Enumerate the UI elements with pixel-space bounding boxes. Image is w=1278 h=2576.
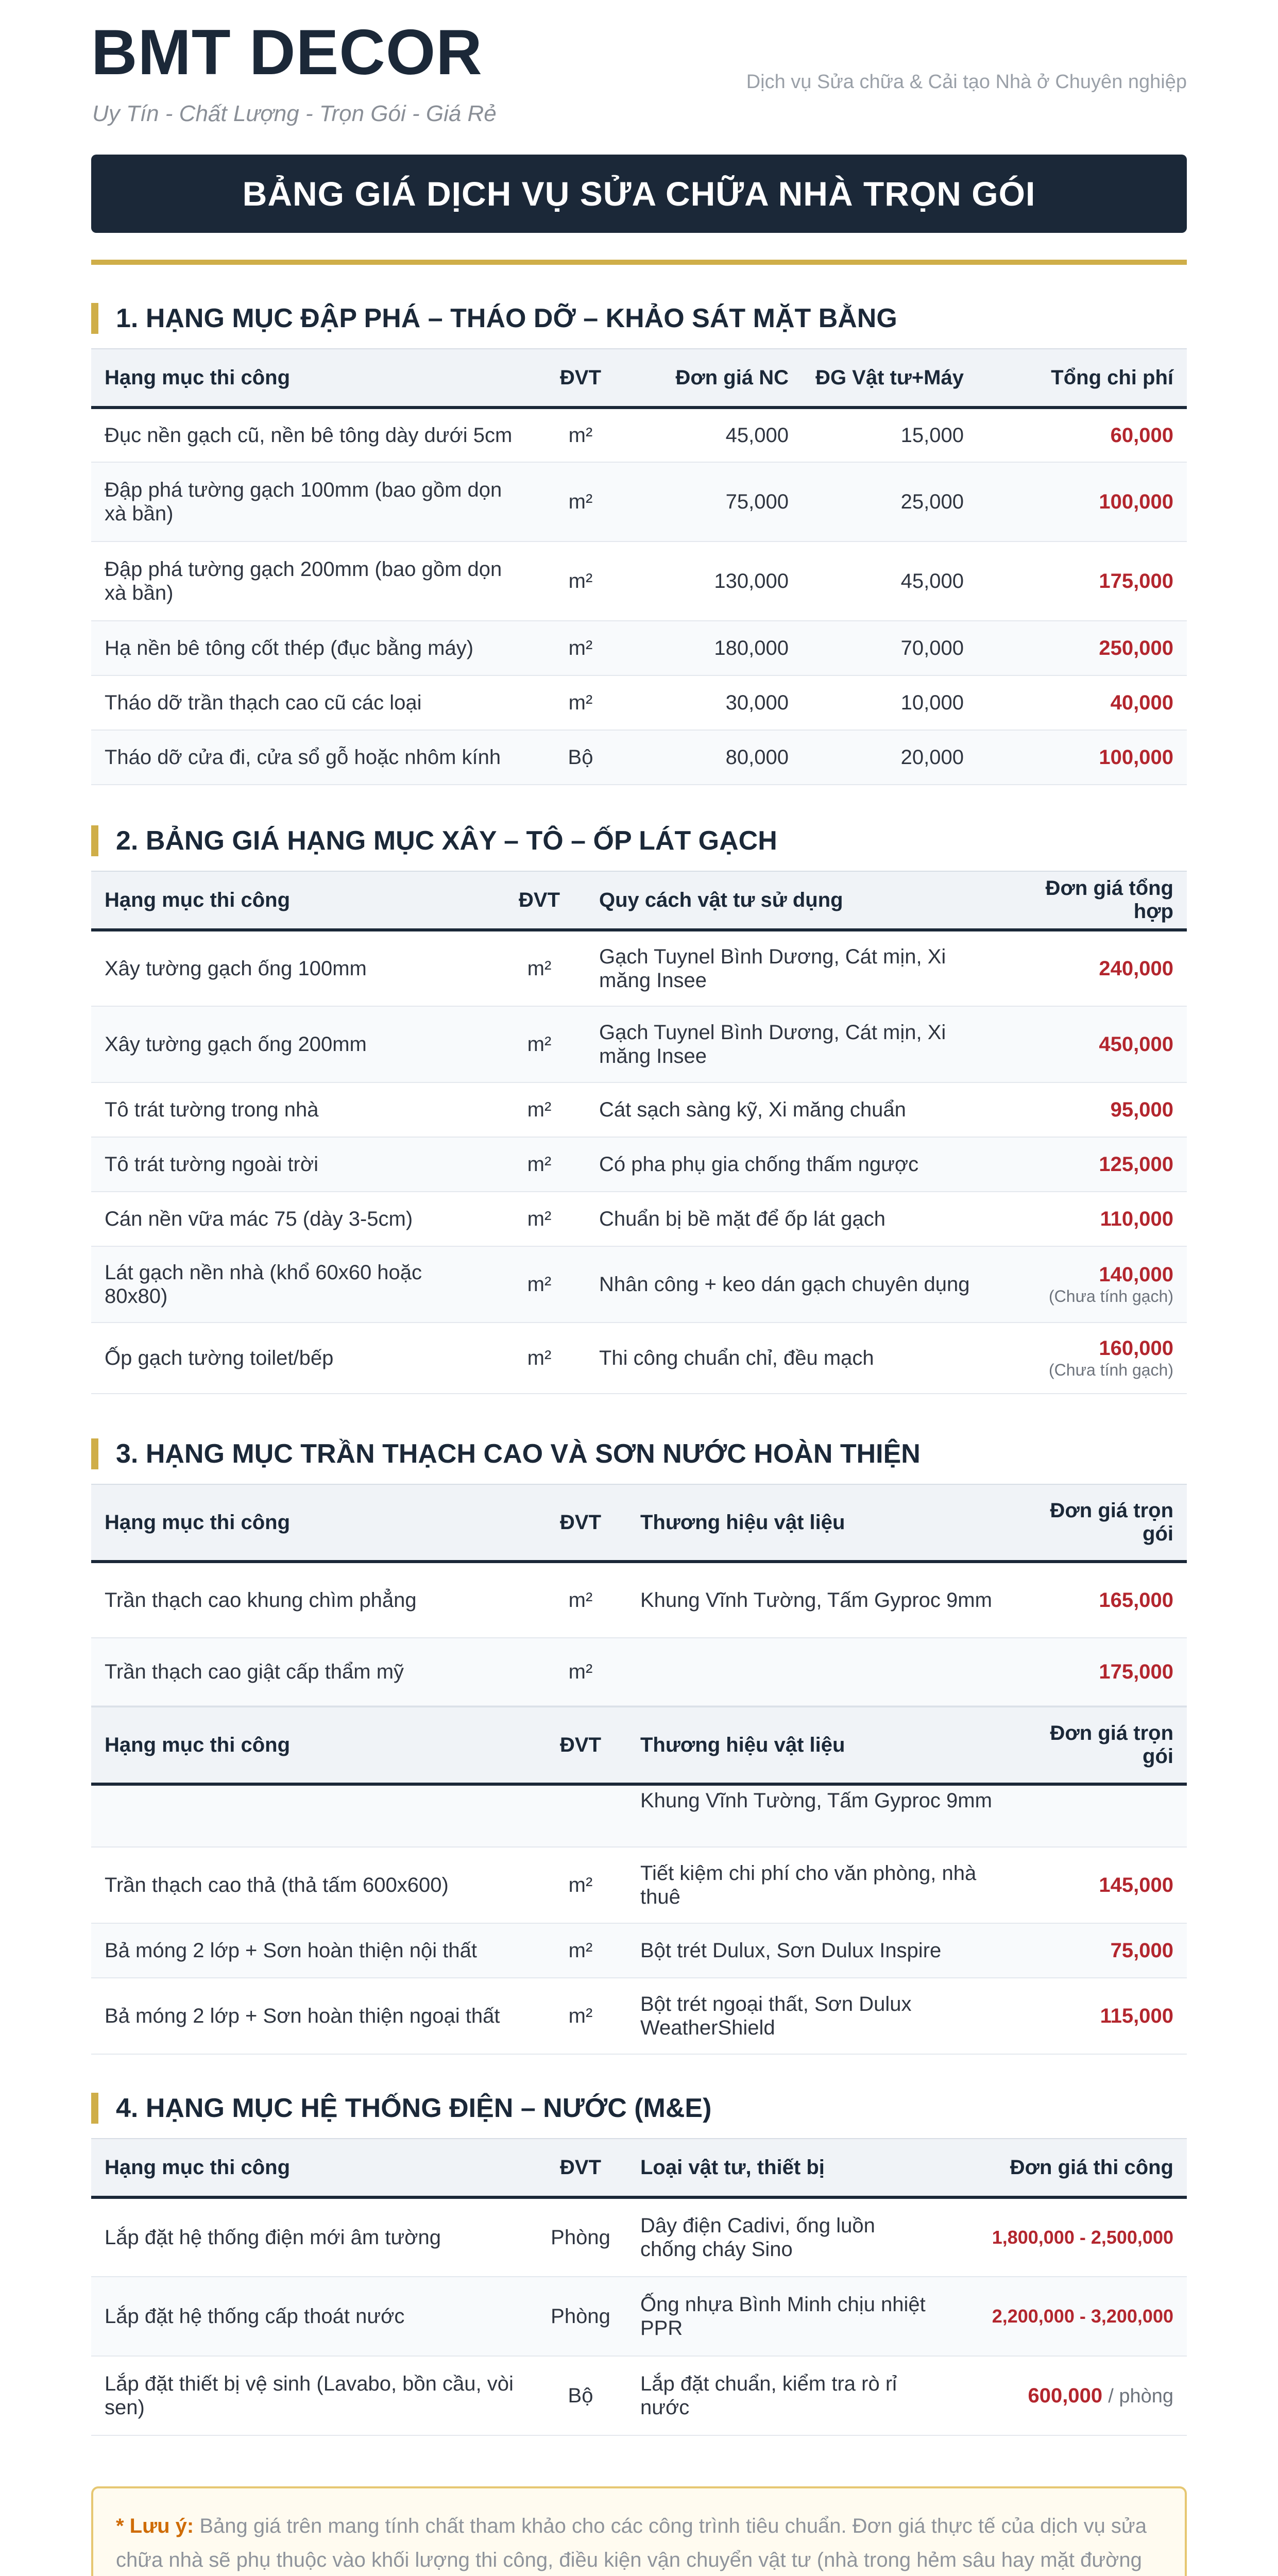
item-unit: m² xyxy=(534,462,627,541)
table-row xyxy=(91,462,1187,541)
item-unit xyxy=(534,1784,627,1847)
material-spec: Cát sạch sàng kỹ, Xi măng chuẩn xyxy=(586,1082,987,1137)
table-row xyxy=(91,2356,1187,2435)
item-unit: m² xyxy=(493,1246,586,1323)
column-header: Quy cách vật tư sử dụng xyxy=(586,871,987,930)
installation-price-cell xyxy=(946,2356,1187,2435)
item-name: Lắp đặt hệ thống cấp thoát nước xyxy=(91,2277,534,2356)
material-brand: Bột trét ngoại thất, Sơn Dulux WeatherShield xyxy=(627,1978,1008,2054)
combined-price: 110,000 xyxy=(987,1192,1187,1246)
item-unit: m² xyxy=(534,541,627,621)
table-row xyxy=(91,1978,1187,2054)
item-name: Lắp đặt hệ thống điện mới âm tường xyxy=(91,2197,534,2277)
item-name: Bả móng 2 lớp + Sơn hoàn thiện ngoại thất xyxy=(91,1978,534,2054)
item-unit: m² xyxy=(534,1638,627,1706)
installation-price: 2,200,000 - 3,200,000 xyxy=(946,2277,1187,2356)
brand-slogan: Uy Tín - Chất Lượng - Trọn Gói - Giá Rẻ xyxy=(92,101,497,126)
material-brand: Khung Vĩnh Tường, Tấm Gyproc 9mm xyxy=(627,1784,1008,1847)
section-title-ceiling-paint: 3. HẠNG MỤC TRẦN THẠCH CAO VÀ SƠN NƯỚC HOÀN THIỆN xyxy=(91,1437,1187,1470)
installation-price: 600,000 xyxy=(1028,2384,1103,2407)
item-name: Đập phá tường gạch 200mm (bao gồm dọn xà bần) xyxy=(91,541,534,621)
item-unit: Phòng xyxy=(534,2197,627,2277)
item-unit: Bộ xyxy=(534,730,627,785)
item-name: Xây tường gạch ống 100mm xyxy=(91,930,493,1006)
table-row xyxy=(91,1082,1187,1137)
material-brand: Khung Vĩnh Tường, Tấm Gyproc 9mm xyxy=(627,1562,1008,1638)
item-unit: m² xyxy=(493,1192,586,1246)
item-unit: m² xyxy=(493,930,586,1006)
item-unit: m² xyxy=(534,675,627,730)
column-header: Thương hiệu vật liệu xyxy=(627,1707,1008,1784)
column-header: Đơn giá trọn gói xyxy=(1008,1707,1187,1784)
package-price: 75,000 xyxy=(1008,1923,1187,1978)
material-brand: Bột trét Dulux, Sơn Dulux Inspire xyxy=(627,1923,1008,1978)
table-row xyxy=(91,1784,1187,1847)
table-row xyxy=(91,408,1187,462)
material-brand xyxy=(627,1638,1008,1706)
combined-price: 240,000 xyxy=(987,930,1187,1006)
table-row xyxy=(91,675,1187,730)
ceiling-paint-price-table-continued xyxy=(91,1706,1187,2055)
combined-price: 125,000 xyxy=(987,1137,1187,1192)
price-unit: / phòng xyxy=(1108,2385,1173,2407)
total-price: 175,000 xyxy=(977,541,1187,621)
column-header: Đơn giá thi công xyxy=(946,2139,1187,2197)
total-price: 100,000 xyxy=(977,730,1187,785)
labor-price: 80,000 xyxy=(627,730,802,785)
item-unit: Phòng xyxy=(534,2277,627,2356)
material-spec: Có pha phụ gia chống thấm ngược xyxy=(586,1137,987,1192)
disclaimer-note xyxy=(91,2486,1187,2576)
package-price: 175,000 xyxy=(1008,1638,1187,1706)
price-note: (Chưa tính gạch) xyxy=(1049,1361,1173,1379)
item-unit: m² xyxy=(534,1923,627,1978)
labor-price: 30,000 xyxy=(627,675,802,730)
column-header: Hạng mục thi công xyxy=(91,871,493,930)
column-header: Đơn giá NC xyxy=(627,349,802,408)
column-header: Thương hiệu vật liệu xyxy=(627,1484,1008,1562)
item-unit: m² xyxy=(534,1847,627,1923)
brand-logo-text: BMT DECOR xyxy=(91,17,483,88)
material-price: 45,000 xyxy=(802,541,977,621)
item-name: Lát gạch nền nhà (khổ 60x60 hoặc 80x80) xyxy=(91,1246,493,1323)
section-title-demolition: 1. HẠNG MỤC ĐẬP PHÁ – THÁO DỠ – KHẢO SÁT MẶT BẰNG xyxy=(91,302,1187,335)
combined-price: 95,000 xyxy=(987,1082,1187,1137)
masonry-price-table xyxy=(91,871,1187,1394)
combined-price: 450,000 xyxy=(987,1006,1187,1082)
item-name: Ốp gạch tường toilet/bếp xyxy=(91,1323,493,1394)
material-price: 70,000 xyxy=(802,621,977,675)
column-header: ĐVT xyxy=(534,349,627,408)
total-price: 60,000 xyxy=(977,408,1187,462)
table-row xyxy=(91,2277,1187,2356)
item-name: Hạ nền bê tông cốt thép (đục bằng máy) xyxy=(91,621,534,675)
equipment-type: Dây điện Cadivi, ống luồn chống cháy Sino xyxy=(627,2197,946,2277)
item-unit: m² xyxy=(493,1137,586,1192)
page-title-banner: BẢNG GIÁ DỊCH VỤ SỬA CHỮA NHÀ TRỌN GÓI xyxy=(91,155,1187,233)
item-name: Tháo dỡ cửa đi, cửa sổ gỗ hoặc nhôm kính xyxy=(91,730,534,785)
column-header: Hạng mục thi công xyxy=(91,349,534,408)
item-name xyxy=(91,1784,534,1847)
material-price: 20,000 xyxy=(802,730,977,785)
item-name: Lắp đặt thiết bị vệ sinh (Lavabo, bồn cầu, vòi sen) xyxy=(91,2356,534,2435)
material-spec: Gạch Tuynel Bình Dương, Cát mịn, Xi măng Insee xyxy=(586,930,987,1006)
equipment-type: Ống nhựa Bình Minh chịu nhiệt PPR xyxy=(627,2277,946,2356)
material-spec: Thi công chuẩn chỉ, đều mạch xyxy=(586,1323,987,1394)
column-header: Đơn giá trọn gói xyxy=(1008,1484,1187,1562)
table-row xyxy=(91,1246,1187,1323)
material-brand: Tiết kiệm chi phí cho văn phòng, nhà thuê xyxy=(627,1847,1008,1923)
column-header: ĐG Vật tư+Máy xyxy=(802,349,977,408)
table-row xyxy=(91,930,1187,1006)
table-row xyxy=(91,2197,1187,2277)
column-header: Hạng mục thi công xyxy=(91,1707,534,1784)
total-price: 100,000 xyxy=(977,462,1187,541)
ceiling-paint-price-table xyxy=(91,1484,1187,1706)
column-header: Hạng mục thi công xyxy=(91,1484,534,1562)
column-header: Đơn giá tổng hợp xyxy=(987,871,1187,930)
material-spec: Chuẩn bị bề mặt để ốp lát gạch xyxy=(586,1192,987,1246)
labor-price: 180,000 xyxy=(627,621,802,675)
item-name: Đục nền gạch cũ, nền bê tông dày dưới 5cm xyxy=(91,408,534,462)
item-unit: Bộ xyxy=(534,2356,627,2435)
package-price: 165,000 xyxy=(1008,1562,1187,1638)
page-header xyxy=(91,0,1187,155)
column-header: ĐVT xyxy=(534,1484,627,1562)
combined-price-cell xyxy=(987,1323,1187,1394)
note-text: Bảng giá trên mang tính chất tham khảo cho các công trình tiêu chuẩn. Đơn giá thực tế của dịch vụ sửa chữa nhà sẽ phụ thuộc vào khối lượng thi công, điều kiện vận chuyển vật tư (nhà trong hẻm sâu hay mặt đường xyxy=(116,2515,1147,2571)
material-spec: Nhân công + keo dán gạch chuyên dụng xyxy=(586,1246,987,1323)
item-unit: m² xyxy=(493,1082,586,1137)
equipment-type: Lắp đặt chuẩn, kiểm tra rò rỉ nước xyxy=(627,2356,946,2435)
item-name: Đập phá tường gạch 100mm (bao gồm dọn xà bần) xyxy=(91,462,534,541)
package-price xyxy=(1008,1784,1187,1847)
column-header: Tổng chi phí xyxy=(977,349,1187,408)
material-price: 25,000 xyxy=(802,462,977,541)
item-unit: m² xyxy=(534,408,627,462)
column-header: Hạng mục thi công xyxy=(91,2139,534,2197)
package-price: 115,000 xyxy=(1008,1978,1187,2054)
table-row xyxy=(91,730,1187,785)
table-row xyxy=(91,621,1187,675)
item-name: Trần thạch cao khung chìm phẳng xyxy=(91,1562,534,1638)
item-name: Trần thạch cao thả (thả tấm 600x600) xyxy=(91,1847,534,1923)
item-unit: m² xyxy=(534,621,627,675)
note-label: * Lưu ý: xyxy=(116,2515,194,2537)
header-divider xyxy=(91,260,1187,265)
item-name: Tô trát tường trong nhà xyxy=(91,1082,493,1137)
labor-price: 130,000 xyxy=(627,541,802,621)
column-header: ĐVT xyxy=(534,2139,627,2197)
table-row xyxy=(91,1323,1187,1394)
material-spec: Gạch Tuynel Bình Dương, Cát mịn, Xi măng Insee xyxy=(586,1006,987,1082)
item-unit: m² xyxy=(534,1978,627,2054)
column-header: Loại vật tư, thiết bị xyxy=(627,2139,946,2197)
item-name: Tô trát tường ngoài trời xyxy=(91,1137,493,1192)
table-row xyxy=(91,541,1187,621)
package-price: 145,000 xyxy=(1008,1847,1187,1923)
installation-price: 1,800,000 - 2,500,000 xyxy=(946,2197,1187,2277)
labor-price: 75,000 xyxy=(627,462,802,541)
total-price: 40,000 xyxy=(977,675,1187,730)
table-row xyxy=(91,1923,1187,1978)
mep-price-table xyxy=(91,2138,1187,2436)
item-name: Tháo dỡ trần thạch cao cũ các loại xyxy=(91,675,534,730)
item-name: Cán nền vữa mác 75 (dày 3-5cm) xyxy=(91,1192,493,1246)
section-title-masonry: 2. BẢNG GIÁ HẠNG MỤC XÂY – TÔ – ỐP LÁT GẠCH xyxy=(91,824,1187,857)
table-row xyxy=(91,1137,1187,1192)
table-row xyxy=(91,1562,1187,1638)
item-unit: m² xyxy=(534,1562,627,1638)
item-name: Trần thạch cao giật cấp thẩm mỹ xyxy=(91,1638,534,1706)
item-name: Bả móng 2 lớp + Sơn hoàn thiện nội thất xyxy=(91,1923,534,1978)
brand-tagline: Dịch vụ Sửa chữa & Cải tạo Nhà ở Chuyên nghiệp xyxy=(746,71,1187,93)
table-row xyxy=(91,1006,1187,1082)
material-price: 10,000 xyxy=(802,675,977,730)
table-row xyxy=(91,1847,1187,1923)
item-unit: m² xyxy=(493,1323,586,1394)
demolition-price-table xyxy=(91,348,1187,785)
price-list-page xyxy=(91,0,1187,2576)
material-price: 15,000 xyxy=(802,408,977,462)
combined-price: 140,000 xyxy=(1099,1263,1173,1286)
table-row xyxy=(91,1192,1187,1246)
combined-price: 160,000 xyxy=(1099,1337,1173,1360)
table-row xyxy=(91,1638,1187,1706)
combined-price-cell xyxy=(987,1246,1187,1323)
section-title-mep: 4. HẠNG MỤC HỆ THỐNG ĐIỆN – NƯỚC (M&E) xyxy=(91,2092,1187,2125)
column-header: ĐVT xyxy=(534,1707,627,1784)
labor-price: 45,000 xyxy=(627,408,802,462)
item-unit: m² xyxy=(493,1006,586,1082)
total-price: 250,000 xyxy=(977,621,1187,675)
price-note: (Chưa tính gạch) xyxy=(1049,1287,1173,1306)
item-name: Xây tường gạch ống 200mm xyxy=(91,1006,493,1082)
column-header: ĐVT xyxy=(493,871,586,930)
